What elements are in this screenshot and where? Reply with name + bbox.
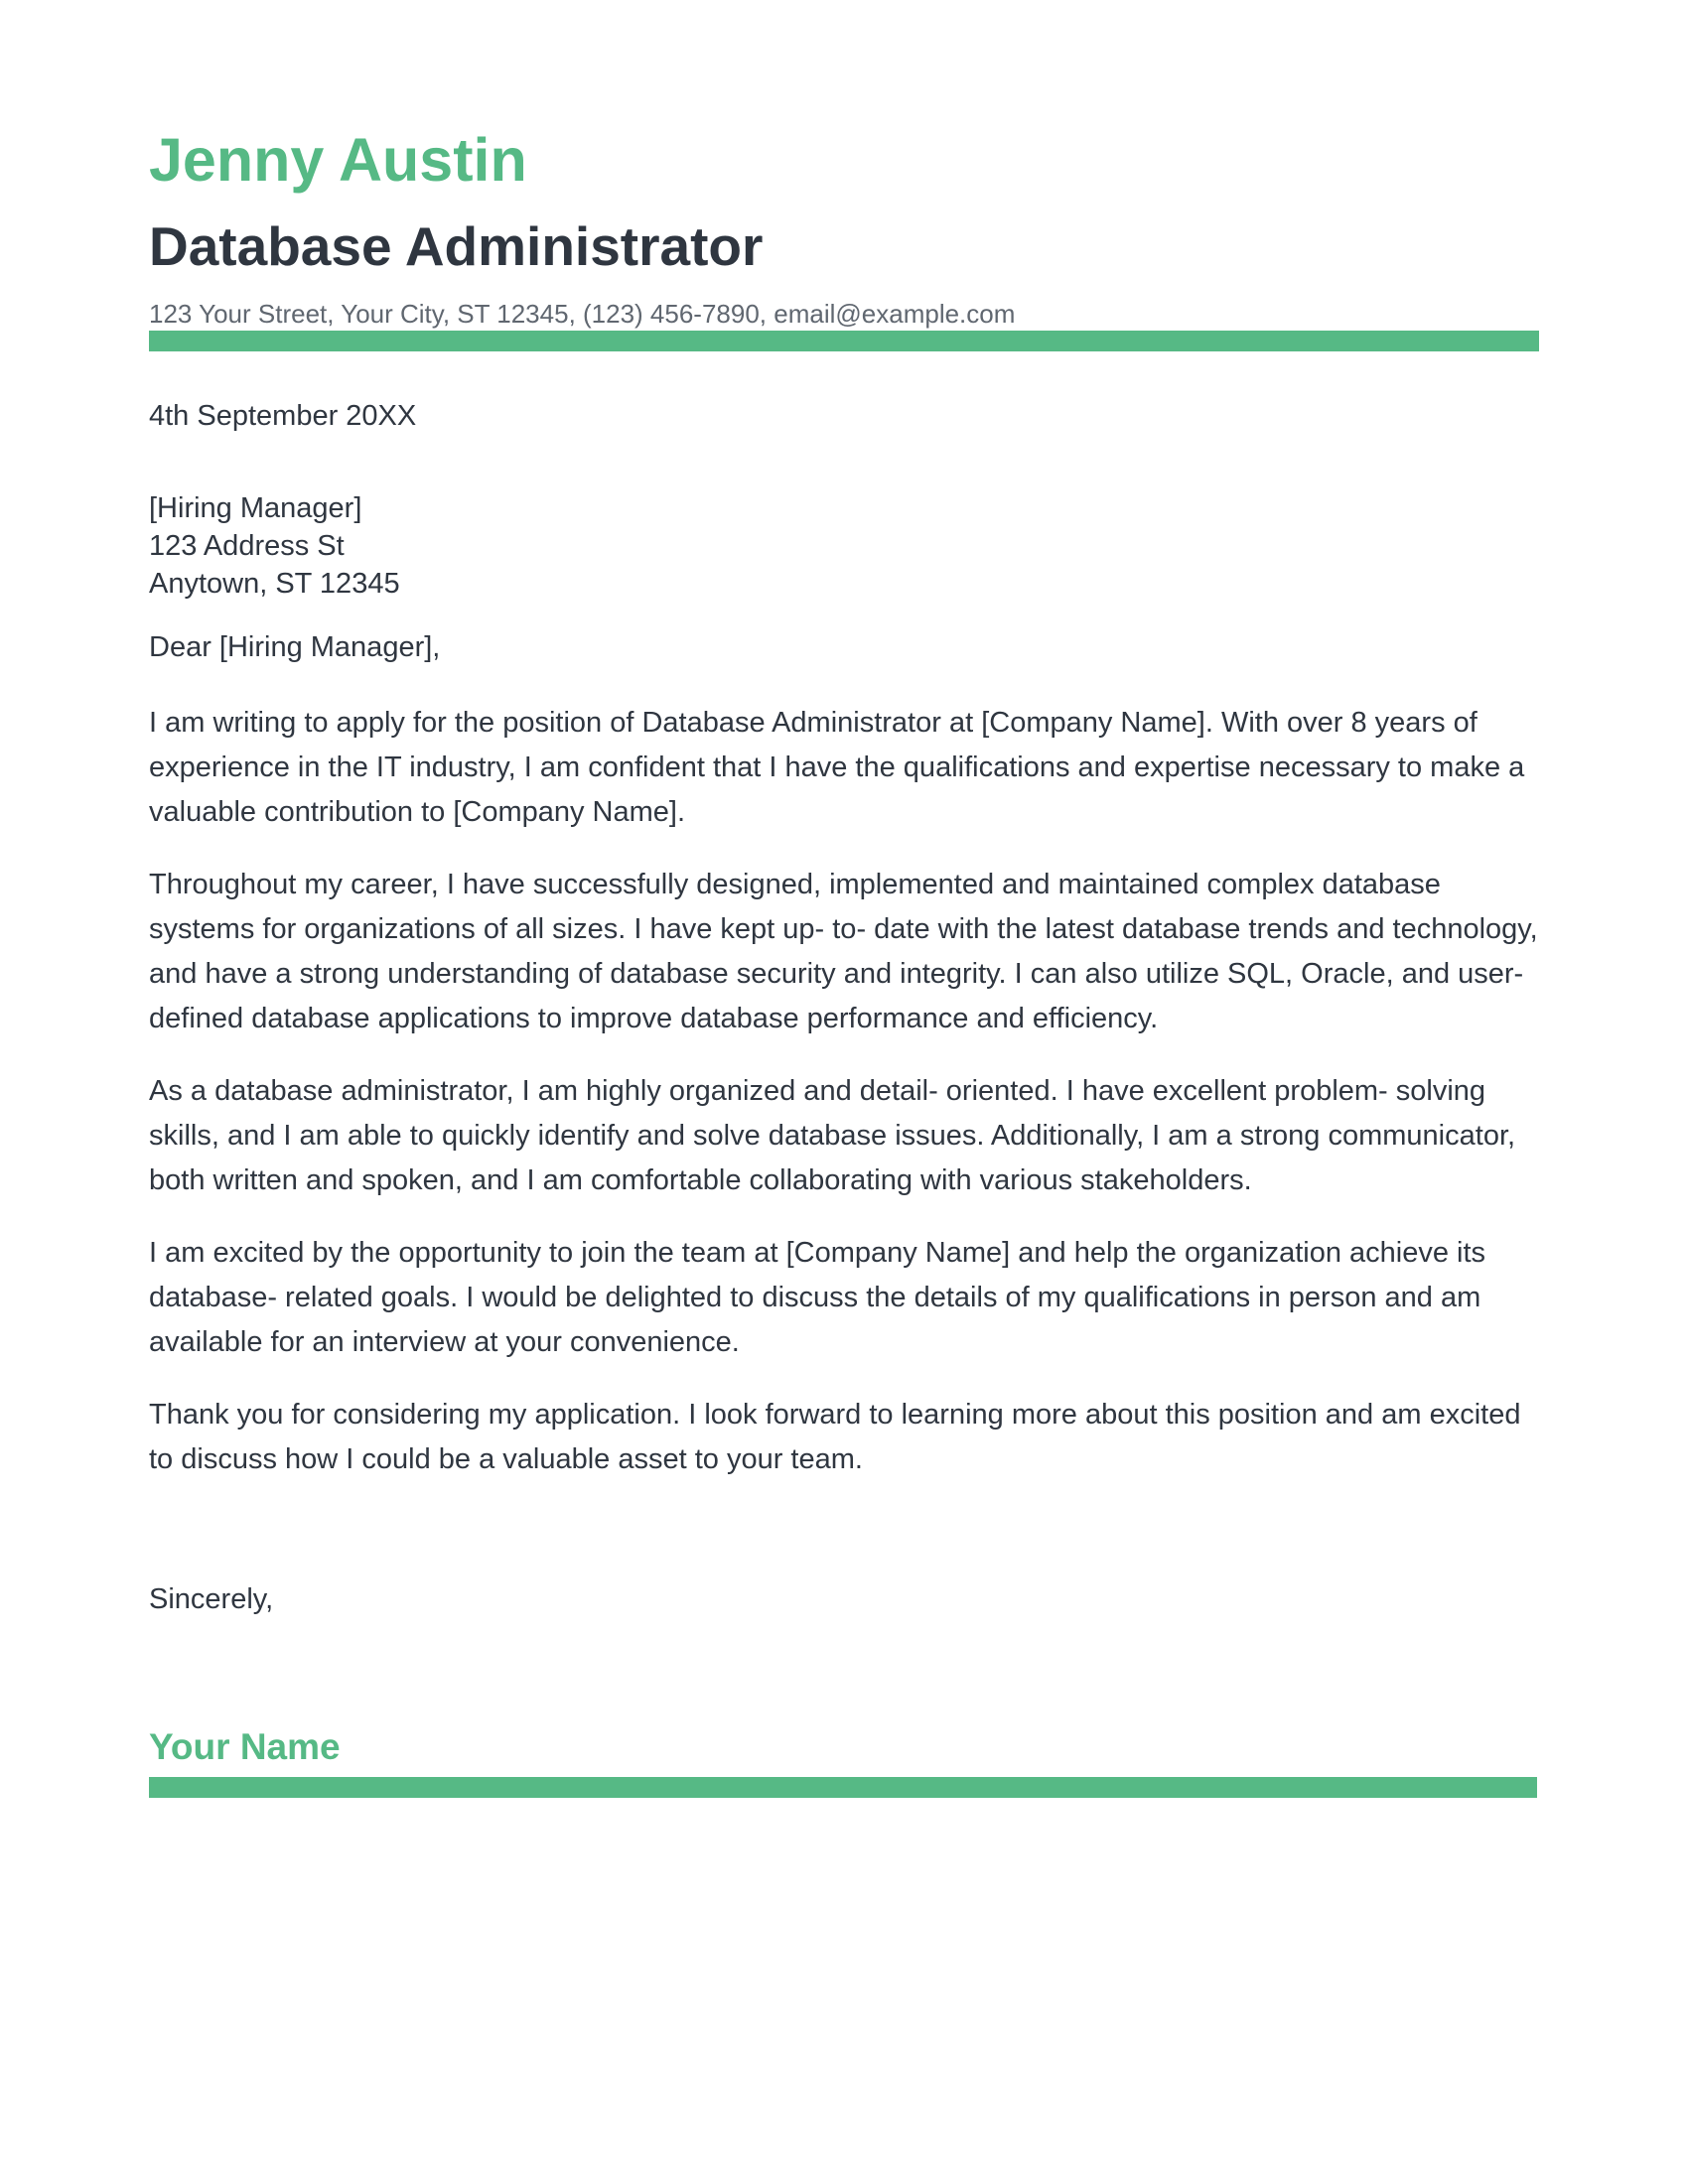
letter-body	[149, 701, 1544, 1510]
recipient-line-city: Anytown, ST 12345	[149, 568, 400, 600]
body-paragraph-5: Thank you for considering my application. I look forward to learning more about this position and am excited to discuss how I could be a valuable asset to your team.	[149, 1399, 1521, 1475]
footer-divider	[149, 1777, 1537, 1798]
letter-date: 4th September 20XX	[149, 400, 417, 432]
closing: Sincerely,	[149, 1583, 274, 1615]
recipient-address	[149, 489, 400, 603]
salutation: Dear [Hiring Manager],	[149, 631, 441, 663]
body-paragraph-3: As a database administrator, I am highly organized and detail- oriented. I have excellent problem- solving skills, and I am able to quickly identify and solve database issues. Additionally, I am a strong communicator, both written and spoken, and I am comfortable collaborating with various stakeholders.	[149, 1075, 1516, 1196]
contact-info: 123 Your Street, Your City, ST 12345, (123) 456-7890, email@example.com	[149, 299, 1016, 329]
recipient-line-street: 123 Address St	[149, 530, 345, 562]
cover-letter-page	[149, 0, 1539, 2184]
header-divider	[149, 331, 1539, 351]
recipient-line-name: [Hiring Manager]	[149, 492, 362, 524]
body-paragraph-1: I am writing to apply for the position of Database Administrator at [Company Name]. With over 8 years of experience in the IT industry, I am confident that I have the qualifications and expertise necessary to make a valuable contribution to [Company Name].	[149, 707, 1525, 828]
job-title: Database Administrator	[149, 215, 764, 277]
body-paragraph-2: Throughout my career, I have successfully designed, implemented and maintained complex database systems for organizations of all sizes. I have kept up- to- date with the latest database trends and technology, and have a strong understanding of database security and integrity. I can also utilize SQL, Oracle, and user- defined database applications to improve database performance and efficiency.	[149, 869, 1538, 1034]
body-paragraph-4: I am excited by the opportunity to join the team at [Company Name] and help the organization achieve its database- related goals. I would be delighted to discuss the details of my qualifications in person and am available for an interview at your convenience.	[149, 1237, 1486, 1358]
applicant-name: Jenny Austin	[149, 126, 527, 194]
signature-name: Your Name	[149, 1726, 341, 1767]
